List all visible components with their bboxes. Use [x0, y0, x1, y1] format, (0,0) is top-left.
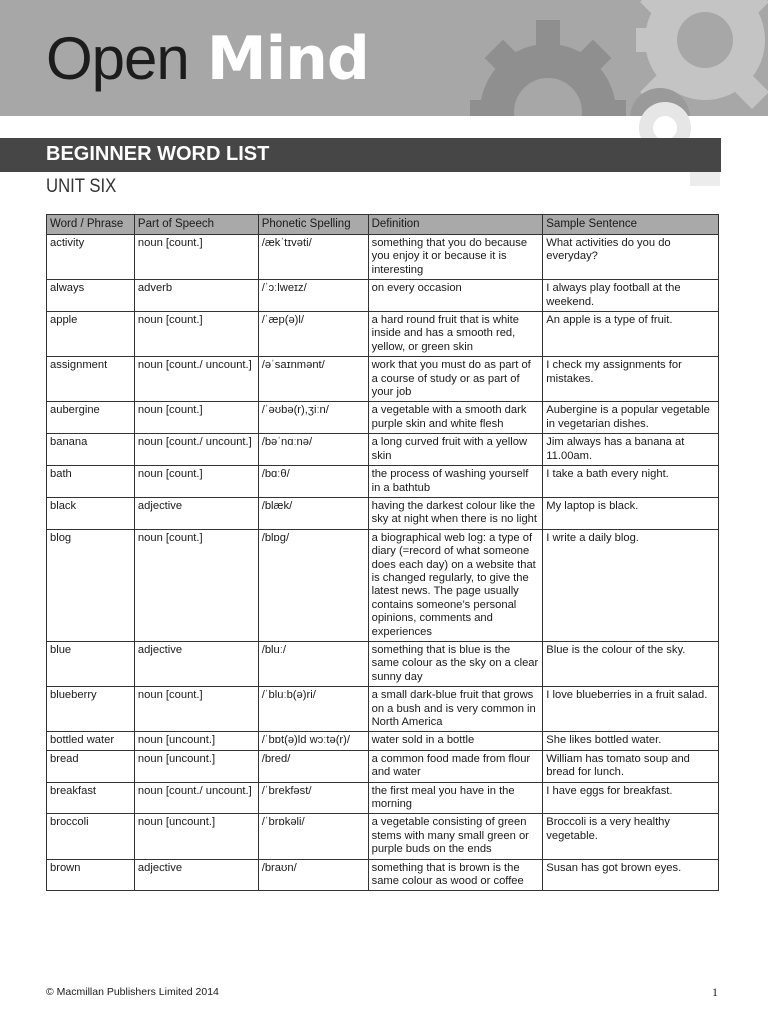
- cell-phonetic: /blæk/: [258, 497, 368, 529]
- cell-word: brown: [47, 859, 135, 891]
- table-row: [47, 497, 719, 529]
- table-row: [47, 687, 719, 732]
- table-row: [47, 732, 719, 750]
- table-row: [47, 641, 719, 686]
- cell-definition: something that is brown is the same colour as wood or coffee: [368, 859, 543, 891]
- copyright: © Macmillan Publishers Limited 2014: [46, 986, 219, 998]
- cell-sample-sentence: Aubergine is a popular vegetable in vegetarian dishes.: [543, 402, 719, 434]
- cell-word: always: [47, 280, 135, 312]
- table-row: [47, 814, 719, 859]
- cell-sample-sentence: I write a daily blog.: [543, 529, 719, 641]
- header-phonetic: Phonetic Spelling: [258, 215, 368, 235]
- cell-word: aubergine: [47, 402, 135, 434]
- cell-part-of-speech: noun [count./ uncount.]: [134, 782, 258, 814]
- table-row: [47, 434, 719, 466]
- cell-sample-sentence: I always play football at the weekend.: [543, 280, 719, 312]
- cell-word: apple: [47, 312, 135, 357]
- cell-sample-sentence: My laptop is black.: [543, 497, 719, 529]
- cell-sample-sentence: I check my assignments for mistakes.: [543, 357, 719, 402]
- cell-part-of-speech: noun [uncount.]: [134, 814, 258, 859]
- table-row: [47, 235, 719, 280]
- cell-phonetic: /ˈbɒt(ə)ld wɔːtə(r)/: [258, 732, 368, 750]
- cell-part-of-speech: noun [count.]: [134, 312, 258, 357]
- cell-sample-sentence: She likes bottled water.: [543, 732, 719, 750]
- table-row: [47, 782, 719, 814]
- cell-part-of-speech: noun [count.]: [134, 235, 258, 280]
- table-row: [47, 312, 719, 357]
- header-sample-sentence: Sample Sentence: [543, 215, 719, 235]
- cell-sample-sentence: I have eggs for breakfast.: [543, 782, 719, 814]
- table-row: [47, 402, 719, 434]
- cell-sample-sentence: I take a bath every night.: [543, 466, 719, 498]
- table-header-row: [47, 215, 719, 235]
- cell-part-of-speech: noun [uncount.]: [134, 750, 258, 782]
- cell-word: blueberry: [47, 687, 135, 732]
- cell-part-of-speech: adverb: [134, 280, 258, 312]
- table-row: [47, 859, 719, 891]
- cell-definition: something that is blue is the same colour as the sky on a clear sunny day: [368, 641, 543, 686]
- cell-phonetic: /ˈɔːlweɪz/: [258, 280, 368, 312]
- cell-sample-sentence: Broccoli is a very healthy vegetable.: [543, 814, 719, 859]
- cell-part-of-speech: noun [uncount.]: [134, 732, 258, 750]
- page-title: BEGINNER WORD LIST: [46, 143, 270, 165]
- table-row: [47, 357, 719, 402]
- header-definition: Definition: [368, 215, 543, 235]
- cell-part-of-speech: noun [count.]: [134, 529, 258, 641]
- cell-definition: water sold in a bottle: [368, 732, 543, 750]
- cell-word: bread: [47, 750, 135, 782]
- cell-word: activity: [47, 235, 135, 280]
- cell-definition: a long curved fruit with a yellow skin: [368, 434, 543, 466]
- title-bar: [0, 138, 721, 172]
- cell-word: breakfast: [47, 782, 135, 814]
- cell-sample-sentence: Jim always has a banana at 11.00am.: [543, 434, 719, 466]
- cell-definition: a common food made from flour and water: [368, 750, 543, 782]
- unit-heading: UNIT SIX: [46, 176, 117, 197]
- cell-definition: a small dark-blue fruit that grows on a bush and is very common in North America: [368, 687, 543, 732]
- cell-sample-sentence: William has tomato soup and bread for lunch.: [543, 750, 719, 782]
- table-row: [47, 750, 719, 782]
- cell-word: blog: [47, 529, 135, 641]
- cell-part-of-speech: adjective: [134, 497, 258, 529]
- cell-definition: a hard round fruit that is white inside and has a smooth red, yellow, or green skin: [368, 312, 543, 357]
- cell-part-of-speech: adjective: [134, 859, 258, 891]
- cell-phonetic: /braʊn/: [258, 859, 368, 891]
- cell-part-of-speech: noun [count./ uncount.]: [134, 434, 258, 466]
- cell-part-of-speech: noun [count./ uncount.]: [134, 357, 258, 402]
- cell-definition: a vegetable consisting of green stems with many small green or purple buds on the ends: [368, 814, 543, 859]
- table-row: [47, 280, 719, 312]
- logo-mind: Mind: [206, 24, 369, 94]
- header-word: Word / Phrase: [47, 215, 135, 235]
- header-part-of-speech: Part of Speech: [134, 215, 258, 235]
- cell-phonetic: /ˈbluːb(ə)ri/: [258, 687, 368, 732]
- cell-word: assignment: [47, 357, 135, 402]
- cell-phonetic: /bluː/: [258, 641, 368, 686]
- cell-word: bath: [47, 466, 135, 498]
- cell-part-of-speech: noun [count.]: [134, 466, 258, 498]
- cell-word: broccoli: [47, 814, 135, 859]
- table-row: [47, 529, 719, 641]
- cell-phonetic: /ˈbrɒkəli/: [258, 814, 368, 859]
- cell-definition: the first meal you have in the morning: [368, 782, 543, 814]
- cell-sample-sentence: An apple is a type of fruit.: [543, 312, 719, 357]
- cell-phonetic: /bəˈnɑːnə/: [258, 434, 368, 466]
- cell-definition: having the darkest colour like the sky at night when there is no light: [368, 497, 543, 529]
- cell-definition: something that you do because you enjoy it or because it is interesting: [368, 235, 543, 280]
- cell-part-of-speech: noun [count.]: [134, 687, 258, 732]
- cell-phonetic: /ækˈtɪvəti/: [258, 235, 368, 280]
- cell-sample-sentence: What activities do you do everyday?: [543, 235, 719, 280]
- cell-sample-sentence: Susan has got brown eyes.: [543, 859, 719, 891]
- cell-phonetic: /bɑːθ/: [258, 466, 368, 498]
- cell-phonetic: /bred/: [258, 750, 368, 782]
- table-row: [47, 466, 719, 498]
- page-number: 1: [712, 985, 718, 999]
- table-body: [47, 235, 719, 891]
- cell-definition: on every occasion: [368, 280, 543, 312]
- cell-sample-sentence: I love blueberries in a fruit salad.: [543, 687, 719, 732]
- cell-definition: a biographical web log: a type of diary (=record of what someone does each day) on a website that is changed regularly, to give the latest news. The page usually contains someone’s personal opinions, comments and experiences: [368, 529, 543, 641]
- cell-phonetic: /blɒg/: [258, 529, 368, 641]
- cell-phonetic: /əˈsaɪnmənt/: [258, 357, 368, 402]
- cell-part-of-speech: adjective: [134, 641, 258, 686]
- cell-part-of-speech: noun [count.]: [134, 402, 258, 434]
- cell-sample-sentence: Blue is the colour of the sky.: [543, 641, 719, 686]
- cell-word: black: [47, 497, 135, 529]
- cell-definition: work that you must do as part of a course of study or as part of your job: [368, 357, 543, 402]
- logo-open: Open: [46, 25, 189, 92]
- cell-phonetic: /ˈbrekfəst/: [258, 782, 368, 814]
- cell-definition: a vegetable with a smooth dark purple skin and white flesh: [368, 402, 543, 434]
- word-list-table: [46, 214, 719, 891]
- cell-word: blue: [47, 641, 135, 686]
- cell-word: banana: [47, 434, 135, 466]
- cell-definition: the process of washing yourself in a bathtub: [368, 466, 543, 498]
- cell-phonetic: /ˈæp(ə)l/: [258, 312, 368, 357]
- cell-phonetic: /ˈəʊbə(r),ʒiːn/: [258, 402, 368, 434]
- cell-word: bottled water: [47, 732, 135, 750]
